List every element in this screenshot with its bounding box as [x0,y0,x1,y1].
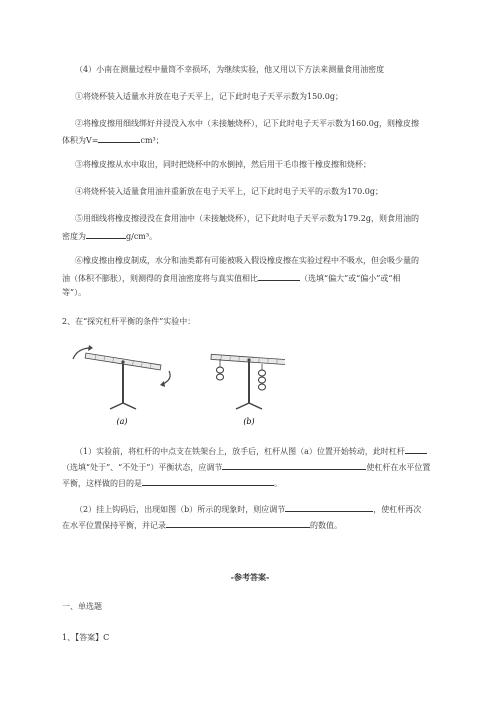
q2-part1-purpose: 平衡，这样做的目的是 [62,479,142,488]
adjust-answer-blank[interactable] [222,460,366,470]
answer-item-1: 1、【答案】C [62,633,110,642]
q4-step5-prefix: 密度为 [62,232,86,241]
left-hook-weights [217,359,224,380]
right-hook-weights [259,364,266,390]
pivot-a [121,360,124,363]
pivot-b [247,358,250,361]
q4-step6-line2 [62,271,400,284]
density-answer-blank[interactable] [86,229,126,239]
q4-step2-suffix: cm³； [140,136,164,145]
figure-b [211,354,285,409]
q4-step5-line2 [62,229,157,242]
rotation-arrowhead-right [160,381,165,387]
adjust-weights-blank[interactable] [285,502,373,512]
purpose-answer-blank[interactable] [142,476,274,486]
balance-state-blank[interactable] [405,444,427,454]
q2-part2-suffix: ，使杠杆再次 [373,505,422,514]
q2-part1-line2 [62,460,430,473]
q4-step6-line3: 等”）。 [62,288,87,297]
q4-step1: ①将烧杯装入适量水并放在电子天平上，记下此时电子天平示数为150.0g； [75,92,344,101]
figure-b-label: (b) [243,417,255,426]
q4-step5-suffix: g/cm³。 [126,232,158,241]
q2-part2-prefix: （2）挂上钩码后，出现如图（b）所示的现象时，则应调节 [75,505,286,514]
q2-part1-prefix: （1）实验前，将杠杆的中点支在铁架台上，放手后，杠杆从图（a）位置开始转动，此时杠杆 [75,447,405,456]
q4-step2-prefix: 体积为V= [62,136,99,145]
q2-part2-line2 [62,518,342,531]
stand-leg-b-left [236,403,249,409]
volume-answer-blank[interactable] [98,133,140,143]
q2-part2-end: 的数值。 [310,521,342,530]
stand-leg-b-right [249,403,262,409]
figure-a-label: (a) [116,417,128,426]
q2-part1-mid-suffix: 使杠杆在水平位置 [366,463,431,472]
q4-step4: ④将烧杯装入适量食用油并重新放在电子天平上，记下此时电子天平的示数为170.0g； [75,187,384,196]
q4-step5-line1: ⑤用细线将橡皮擦浸没在食用油中（未接触烧杯），记下此时电子天平示数为179.2g，则食用油的 [75,214,420,223]
q2-part2-record: 在水平位置保持平衡，并记录 [62,521,166,530]
q4-step6-prefix: 油（体积不膨胀），则测得的食用油密度将与真实值相比 [62,274,258,283]
q2-part1-end: 。 [274,479,282,488]
q4-step6-line1: ⑥橡皮擦由橡皮制成，水分和油类都有可能被吸入假设橡皮擦在实验过程中不吸水，但会吸少量的 [75,256,419,265]
q2-part2-line1 [75,502,421,515]
q2-part1-mid: （选填“处于”、“不处于”）平衡状态，应调节 [62,463,223,472]
q4-step2-line1: ②将橡皮擦用细线绑好并浸没入水中（未接触烧杯），记下此时电子天平示数为160.0g，则橡皮擦 [75,119,420,128]
rotation-arrowhead-left [88,345,93,351]
record-answer-blank[interactable] [166,518,310,528]
q2-title: 2、在“探究杠杆平衡的条件”实验中： [62,317,196,326]
q4-intro: （4）小南在测量过程中量筒不幸损坏，为继续实验，他又用以下方法来测量食用油密度 [75,65,385,74]
compare-answer-blank[interactable] [258,271,300,281]
figure-a [73,345,170,409]
answers-heading: -参考答案- [230,572,270,582]
q2-part1-line1 [75,444,427,457]
stand-leg-a-right [123,403,136,409]
stand-leg-a-left [110,403,123,409]
lever-figure [65,337,285,427]
q4-step3: ③将橡皮擦从水中取出，同时把烧杯中的水倒掉，然后用干毛巾擦干橡皮擦和烧杯； [75,160,371,169]
q4-step6-suffix: （选填“偏大”或“偏小”或“相 [300,274,401,283]
answers-section: 一、单选题 [62,602,102,611]
q4-step2-line2 [62,133,164,146]
q2-part1-line3 [62,476,282,489]
